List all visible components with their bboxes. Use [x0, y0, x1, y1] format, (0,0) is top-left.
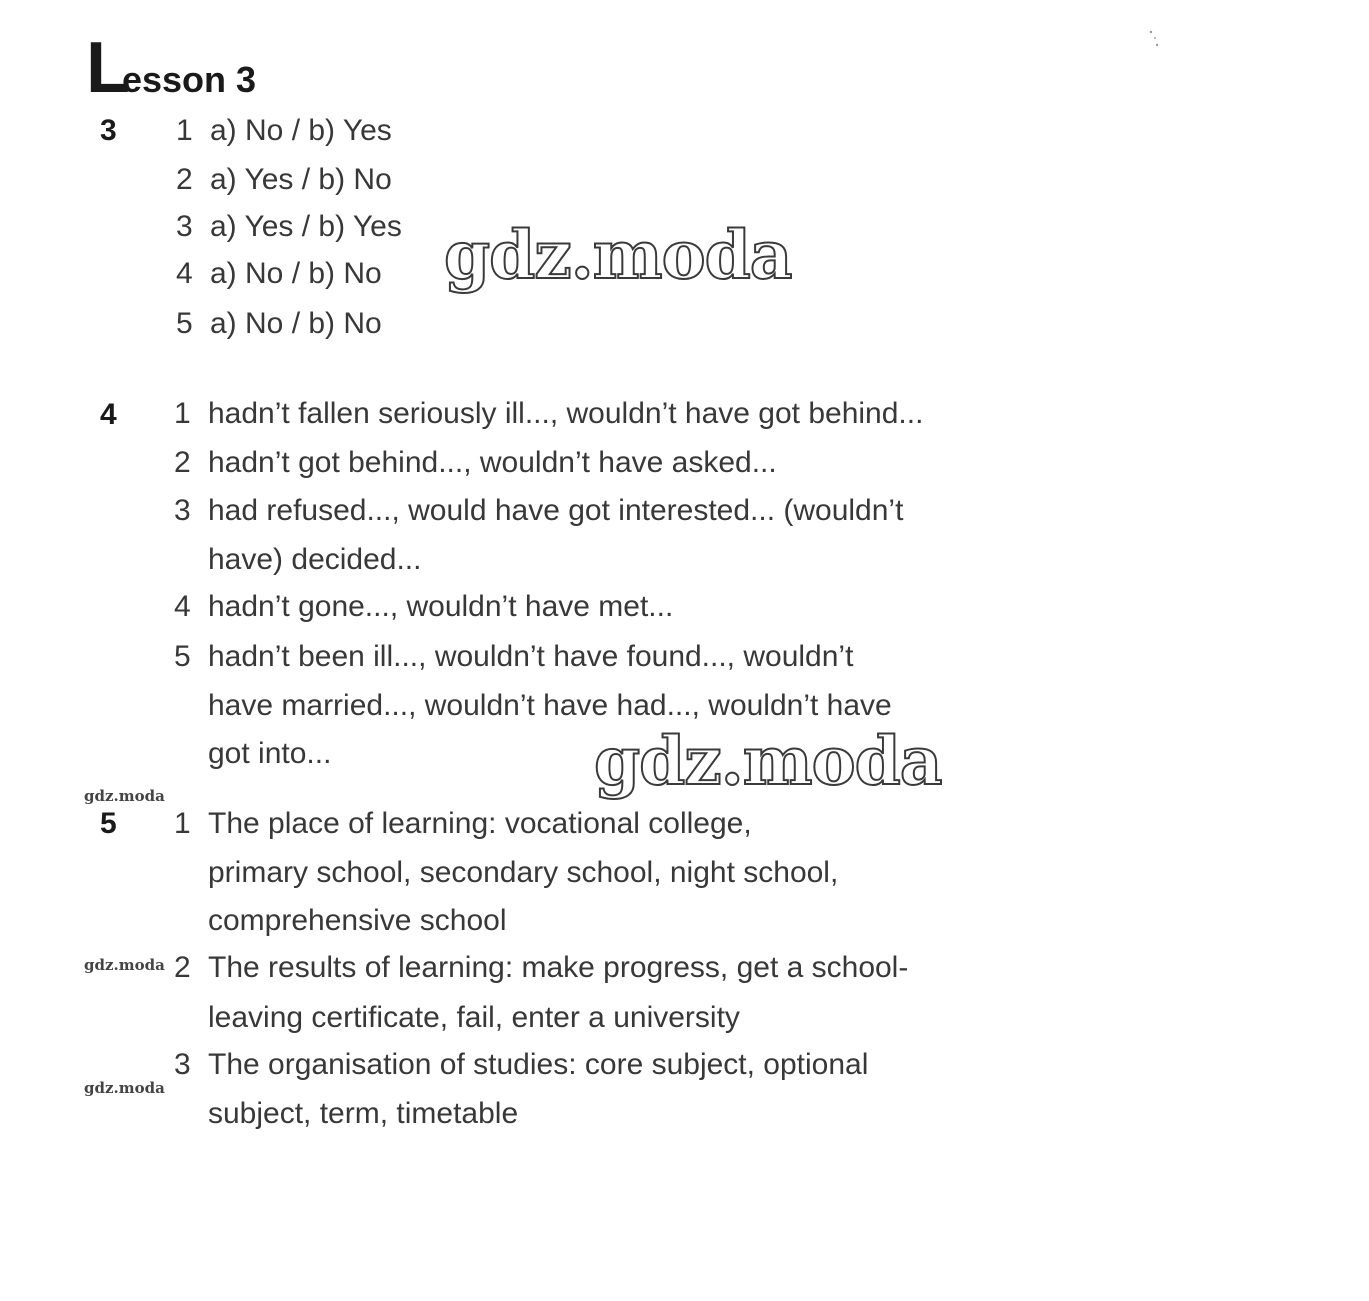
- ex4-answer-2-line-1: hadn’t got behind..., wouldn’t have asked...: [208, 446, 777, 479]
- ex5-answer-3-line-1: The organisation of studies: core subject, optional: [208, 1048, 869, 1081]
- ex5-answer-3-line-2: subject, term, timetable: [208, 1097, 519, 1130]
- ex5-answer-3-number: 3: [174, 1048, 191, 1081]
- ex3-answer-5: [176, 309, 382, 339]
- ex4-answer-3-line-1: had refused..., would have got interested... (wouldn’t: [208, 494, 904, 527]
- lesson-title: [86, 28, 262, 108]
- ex5-answer-2-line-1: The results of learning: make progress, get a school-: [208, 951, 909, 984]
- ex5-answer-1-line-2: primary school, secondary school, night school,: [208, 856, 839, 889]
- ex4-answer-5-line-1: hadn’t been ill..., wouldn’t have found..., wouldn’t: [208, 640, 854, 673]
- ex3-answer-4: [176, 259, 382, 289]
- ex4-answer-3: [174, 496, 903, 526]
- ex4-answer-1-number: 1: [174, 397, 191, 430]
- ex4-answer-1: [174, 399, 923, 429]
- ex5-answer-1-line-1: The place of learning: vocational college,: [208, 807, 752, 840]
- ex4-answer-3-line-2: have) decided...: [208, 543, 422, 576]
- ex3-answer-4-number: 4: [176, 257, 193, 290]
- ex3-answer-5-text: a) No / b) No: [210, 307, 382, 340]
- ex4-answer-4-number: 4: [174, 590, 191, 623]
- ex4-answer-5-number: 5: [174, 640, 191, 673]
- exercise-4-number: 4: [100, 398, 117, 431]
- ex3-answer-3: [176, 212, 402, 242]
- watermark-large-2: gdz.moda: [594, 722, 942, 800]
- ex4-answer-5-line-3: got into...: [208, 737, 332, 770]
- lesson-title-initial: L: [86, 28, 128, 108]
- ex4-answer-4: [174, 592, 673, 622]
- ex4-answer-1-line-1: hadn’t fallen seriously ill..., wouldn’t have got behind...: [208, 397, 924, 430]
- ex3-answer-2-number: 2: [176, 163, 193, 196]
- ex5-answer-3: [174, 1050, 868, 1080]
- scan-speck-icon: [1148, 28, 1160, 50]
- ex4-answer-5-line-2: have married..., wouldn’t have had..., wouldn’t have: [208, 689, 892, 722]
- ex3-answer-2-text: a) Yes / b) No: [210, 163, 392, 196]
- ex3-answer-5-number: 5: [176, 307, 193, 340]
- ex4-answer-5: [174, 642, 853, 672]
- ex5-answer-2-number: 2: [174, 951, 191, 984]
- ex3-answer-3-text: a) Yes / b) Yes: [210, 210, 402, 243]
- exercise-3-number: 3: [100, 114, 117, 147]
- ex3-answer-2: [176, 165, 392, 195]
- lesson-title-rest: esson 3: [121, 59, 257, 100]
- watermark-small-2: gdz.moda: [84, 956, 165, 974]
- ex4-answer-2-number: 2: [174, 446, 191, 479]
- ex4-answer-3-number: 3: [174, 494, 191, 527]
- ex5-answer-1-number: 1: [174, 807, 191, 840]
- ex3-answer-1: [176, 116, 392, 146]
- watermark-small-1: gdz.moda: [84, 787, 165, 805]
- ex3-answer-1-text: a) No / b) Yes: [210, 114, 392, 147]
- ex5-answer-2: [174, 953, 908, 983]
- exercise-5-number: 5: [100, 807, 117, 840]
- ex3-answer-3-number: 3: [176, 210, 193, 243]
- ex4-answer-2: [174, 448, 777, 478]
- ex5-answer-1: [174, 809, 752, 839]
- ex4-answer-4-line-1: hadn’t gone..., wouldn’t have met...: [208, 590, 674, 623]
- watermark-large-1: gdz.moda: [444, 216, 792, 294]
- ex3-answer-4-text: a) No / b) No: [210, 257, 382, 290]
- ex5-answer-2-line-2: leaving certificate, fail, enter a university: [208, 1001, 740, 1034]
- ex5-answer-1-line-3: comprehensive school: [208, 904, 507, 937]
- ex3-answer-1-number: 1: [176, 114, 193, 147]
- watermark-small-3: gdz.moda: [84, 1079, 165, 1097]
